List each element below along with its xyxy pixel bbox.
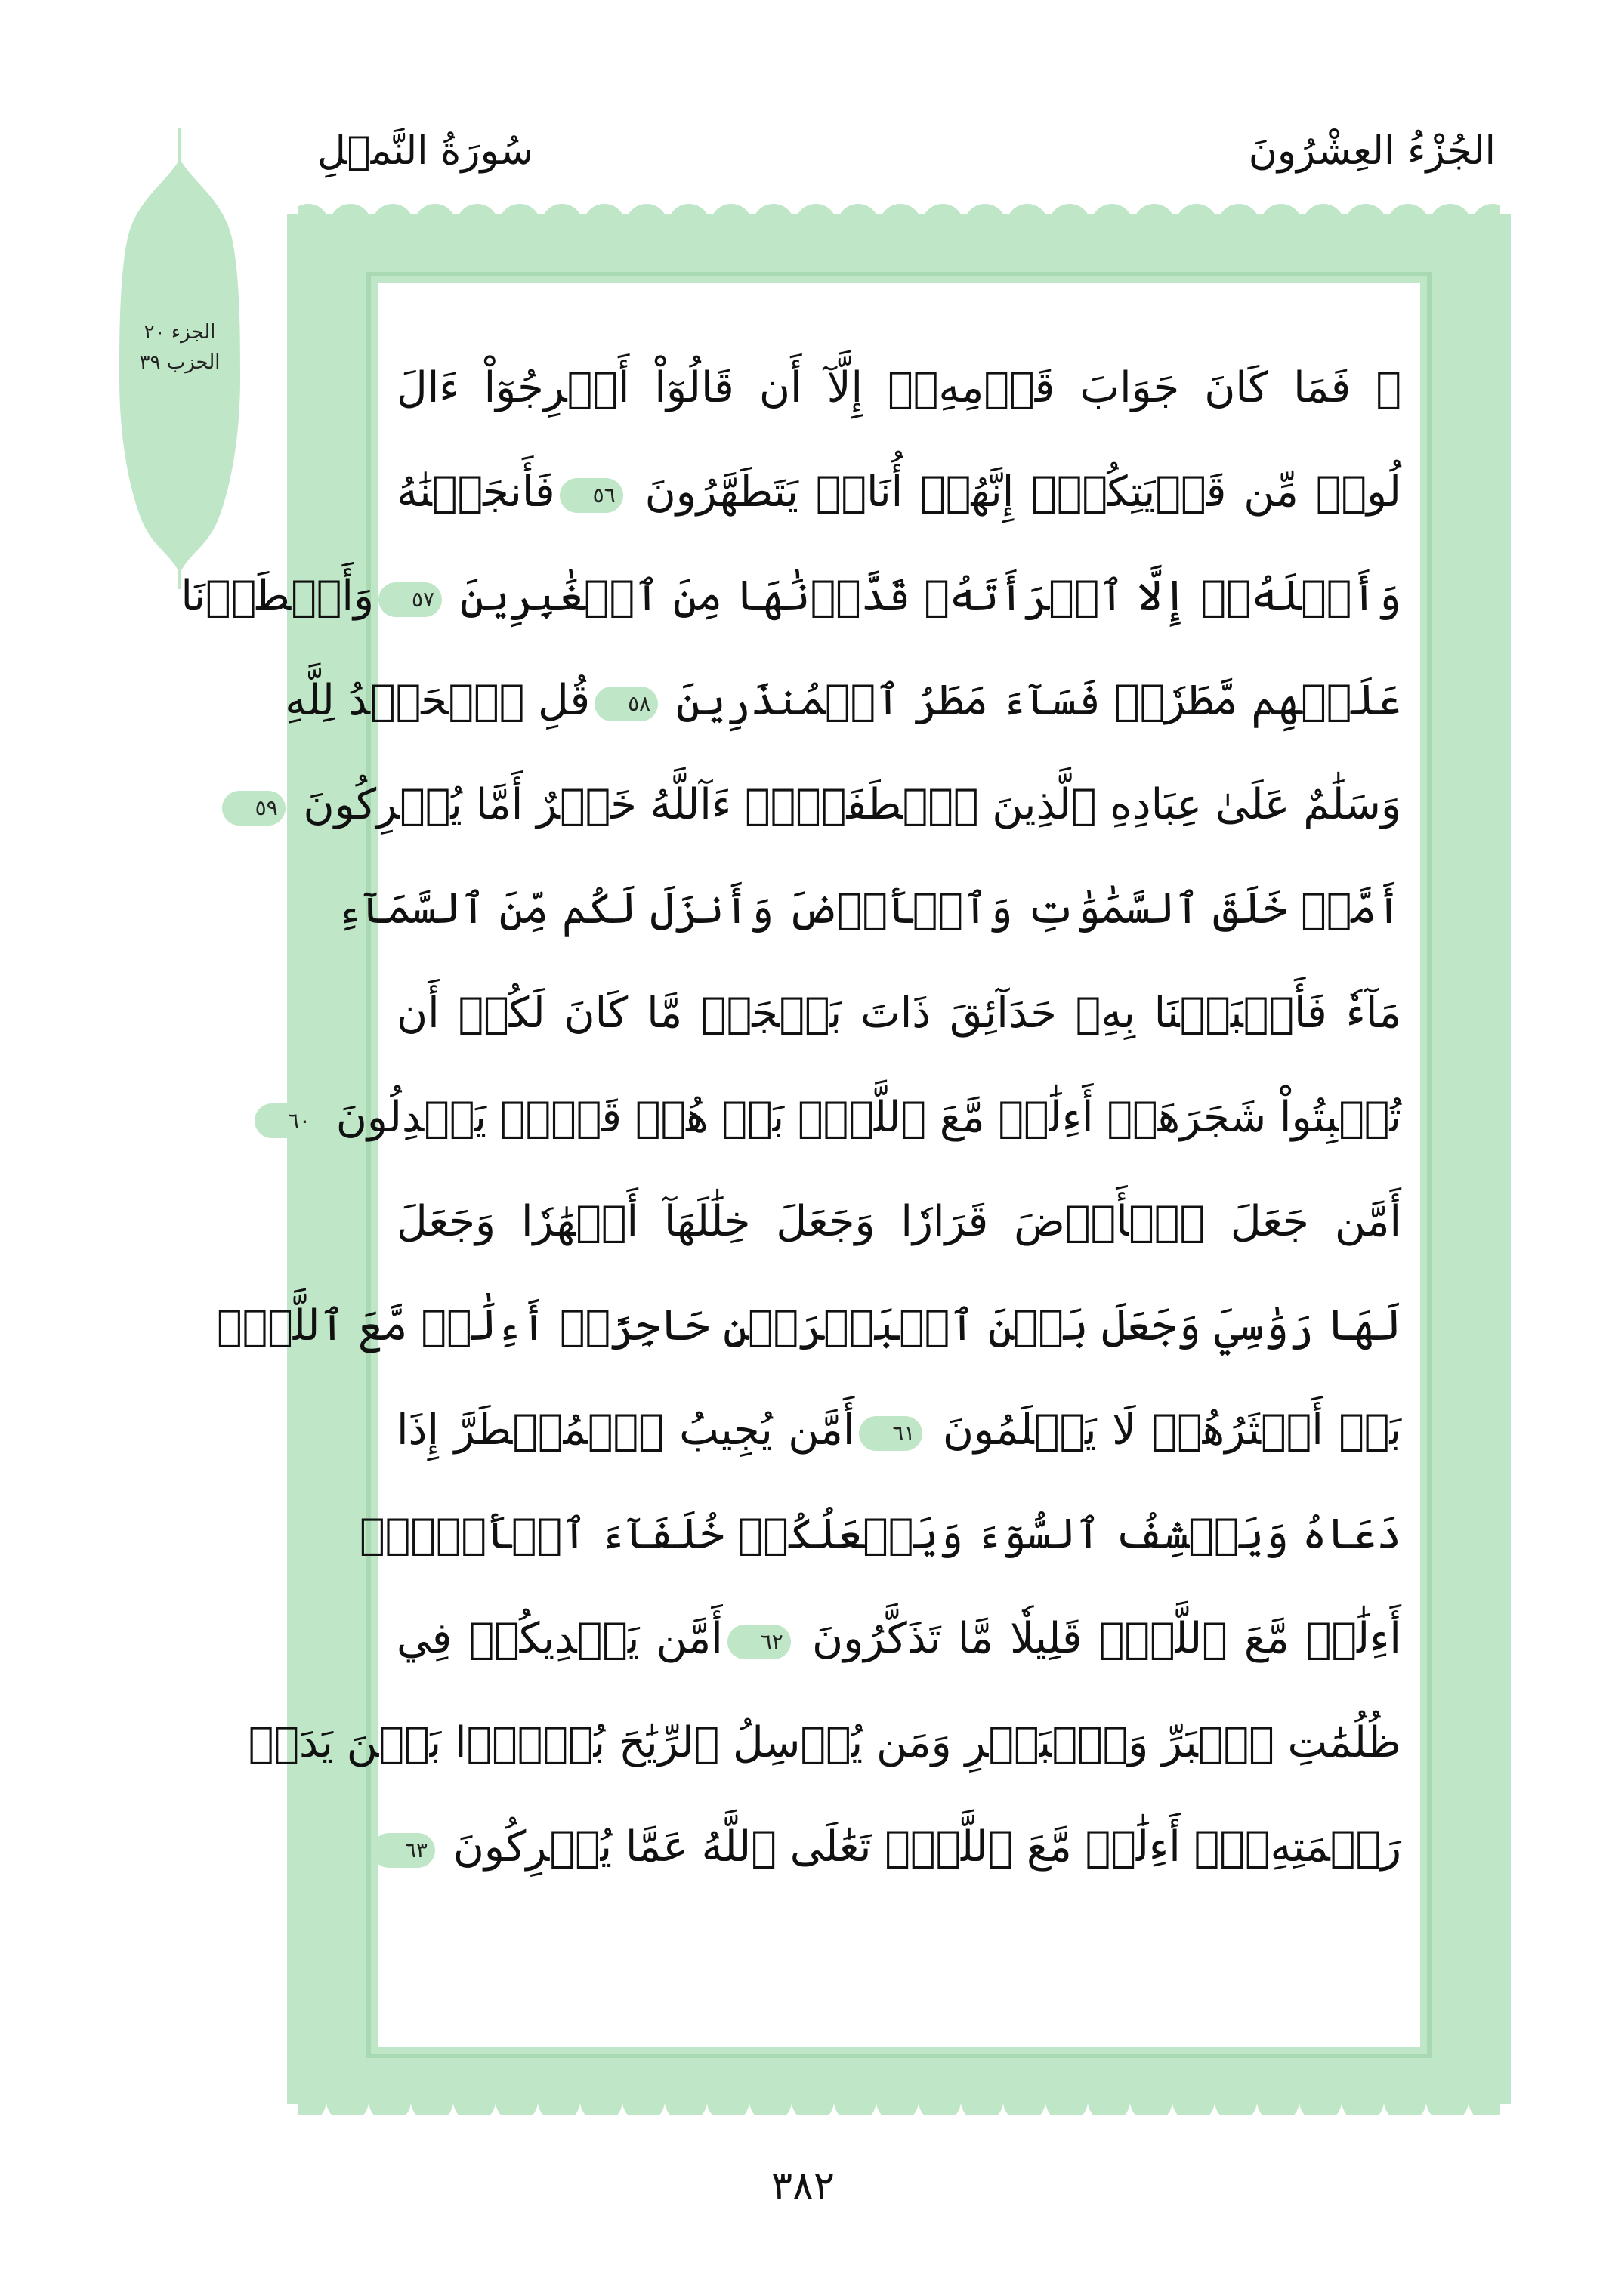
verse-text: دَعَاهُ وَيَكۡشِفُ ٱلسُّوٓءَ وَيَجۡعَلُكُمۡ خُلَفَآءَ ٱلۡأَرۡضِۗ <box>360 1510 1401 1559</box>
verse-line <box>360 1483 1401 1587</box>
verse-line <box>397 440 1401 545</box>
ayah-number-marker: ٥٦ <box>560 478 623 513</box>
juz-hizb-ornament <box>119 128 240 589</box>
verse-text: وَأَهۡلَهُۥٓ إِلَّا ٱمۡرَأَتَهُۥ قَدَّرۡنَٰهَا مِنَ ٱلۡغَٰبِرِينَ <box>459 572 1401 621</box>
verse-line <box>248 1691 1401 1795</box>
verse-text: رَحۡمَتِهِۦٓۗ أَءِلَٰهٞ مَّعَ ٱللَّهِۚ تَعَٰلَى ٱللَّهُ عَمَّا يُشۡرِكُونَ <box>452 1822 1401 1872</box>
verse-line <box>285 649 1401 753</box>
verse-line <box>287 1066 1401 1170</box>
verse-text: مَآءٗ فَأَنۢبَتۡنَا بِهِۦ حَدَآئِقَ ذَاتَ بَهۡجَةٖ مَّا كَانَ لَكُمۡ أَن <box>397 989 1401 1038</box>
verse-line <box>397 336 1401 440</box>
juz-hizb-label <box>119 317 240 378</box>
ayah-number-marker: ٥٧ <box>378 582 442 617</box>
verse-text: عَلَيۡهِم مَّطَرٗاۖ فَسَآءَ مَطَرُ ٱلۡمُنذَرِينَ <box>676 676 1401 725</box>
surah-title: سُورَةُ النَّمۡلِ <box>317 128 533 174</box>
ayah-number-marker: ٦٠ <box>255 1103 318 1138</box>
verse-text: أَمَّنۡ خَلَقَ ٱلسَّمَٰوَٰتِ وَٱلۡأَرۡضَ وَأَنزَلَ لَكُم مِّنَ ٱلسَّمَآءِ <box>336 884 1401 934</box>
verse-line <box>336 857 1401 961</box>
page-frame <box>181 204 1511 2115</box>
ayah-number-marker: ٥٩ <box>222 791 286 826</box>
verse-text: أَمَّن يُجِيبُ ٱلۡمُضۡطَرَّ إِذَا <box>397 1406 855 1455</box>
verse-text: أَمَّن جَعَلَ ٱلۡأَرۡضَ قَرَارٗا وَجَعَلَ خِلَٰلَهَآ أَنۡهَٰرٗا وَجَعَلَ <box>397 1197 1401 1246</box>
verse-text: وَسَلَٰمٌ عَلَىٰ عِبَادِهِ ٱلَّذِينَ ٱصۡطَفَىٰٓۗ ءَآللَّهُ خَيۡرٌ أَمَّا يُشۡرِكُونَ <box>303 780 1401 829</box>
ayah-number-marker: ٦٢ <box>727 1625 791 1659</box>
verse-panel <box>181 283 1420 2047</box>
verse-text: فَأَنجَيۡنَٰهُ <box>397 468 555 517</box>
ayah-number-marker: ٥٨ <box>595 687 658 721</box>
verse-line <box>255 753 1401 857</box>
verse-lines <box>181 336 1402 1899</box>
ayah-number-marker: ٦٣ <box>372 1833 435 1868</box>
verse-text: وَأَمۡطَرۡنَا <box>181 572 375 621</box>
verse-text: لَهَا رَوَٰسِيَ وَجَعَلَ بَيۡنَ ٱلۡبَحۡرَيۡنِ حَاجِزًاۗ أَءِلَٰهٞ مَّعَ ٱللَّهِۚ <box>216 1301 1401 1350</box>
verse-line <box>397 961 1401 1066</box>
verse-line <box>397 1378 1401 1483</box>
verse-text: بَلۡ أَكۡثَرُهُمۡ لَا يَعۡلَمُونَ <box>942 1406 1402 1455</box>
verse-text: ظُلُمَٰتِ ٱلۡبَرِّ وَٱلۡبَحۡرِ وَمَن يُرۡسِلُ ٱلرِّيَٰحَ بُشۡرَۢا بَيۡنَ يَدَيۡ <box>248 1718 1401 1767</box>
verse-line <box>181 545 1401 649</box>
verse-line <box>216 1274 1401 1378</box>
verse-text: قُلِ ٱلۡحَمۡدُ لِلَّهِ <box>285 676 591 725</box>
verse-text: أَءِلَٰهٞ مَّعَ ٱللَّهِۚ قَلِيلٗا مَّا تَذَكَّرُونَ <box>811 1614 1401 1663</box>
verse-line <box>397 1587 1401 1691</box>
page-header <box>287 121 1511 204</box>
verse-line <box>397 1795 1401 1899</box>
juz-label: الجزء ٢٠ <box>144 321 216 344</box>
ayah-number-marker: ٦١ <box>859 1416 922 1451</box>
verse-text: ۞ فَمَا كَانَ جَوَابَ قَوۡمِهِۦٓ إِلَّآ أَن قَالُوٓاْ أَخۡرِجُوٓاْ ءَالَ <box>397 363 1401 412</box>
page-number: ٣٨٢ <box>771 2164 835 2209</box>
verse-text: تُنۢبِتُواْ شَجَرَهَآۗ أَءِلَٰهٞ مَّعَ ٱللَّهِۚ بَلۡ هُمۡ قَوۡمٞ يَعۡدِلُونَ <box>335 1093 1401 1142</box>
juz-title: الجُزْءُ العِشْرُونَ <box>1248 128 1496 174</box>
hizb-label: الحزب ٣٩ <box>139 351 221 374</box>
verse-text: أَمَّن يَهۡدِيكُمۡ فِي <box>397 1614 723 1663</box>
verse-line <box>397 1170 1401 1274</box>
verse-text: لُوطٖ مِّن قَرۡيَتِكُمۡۖ إِنَّهُمۡ أُنَاسٞ يَتَطَهَّرُونَ <box>644 468 1401 517</box>
